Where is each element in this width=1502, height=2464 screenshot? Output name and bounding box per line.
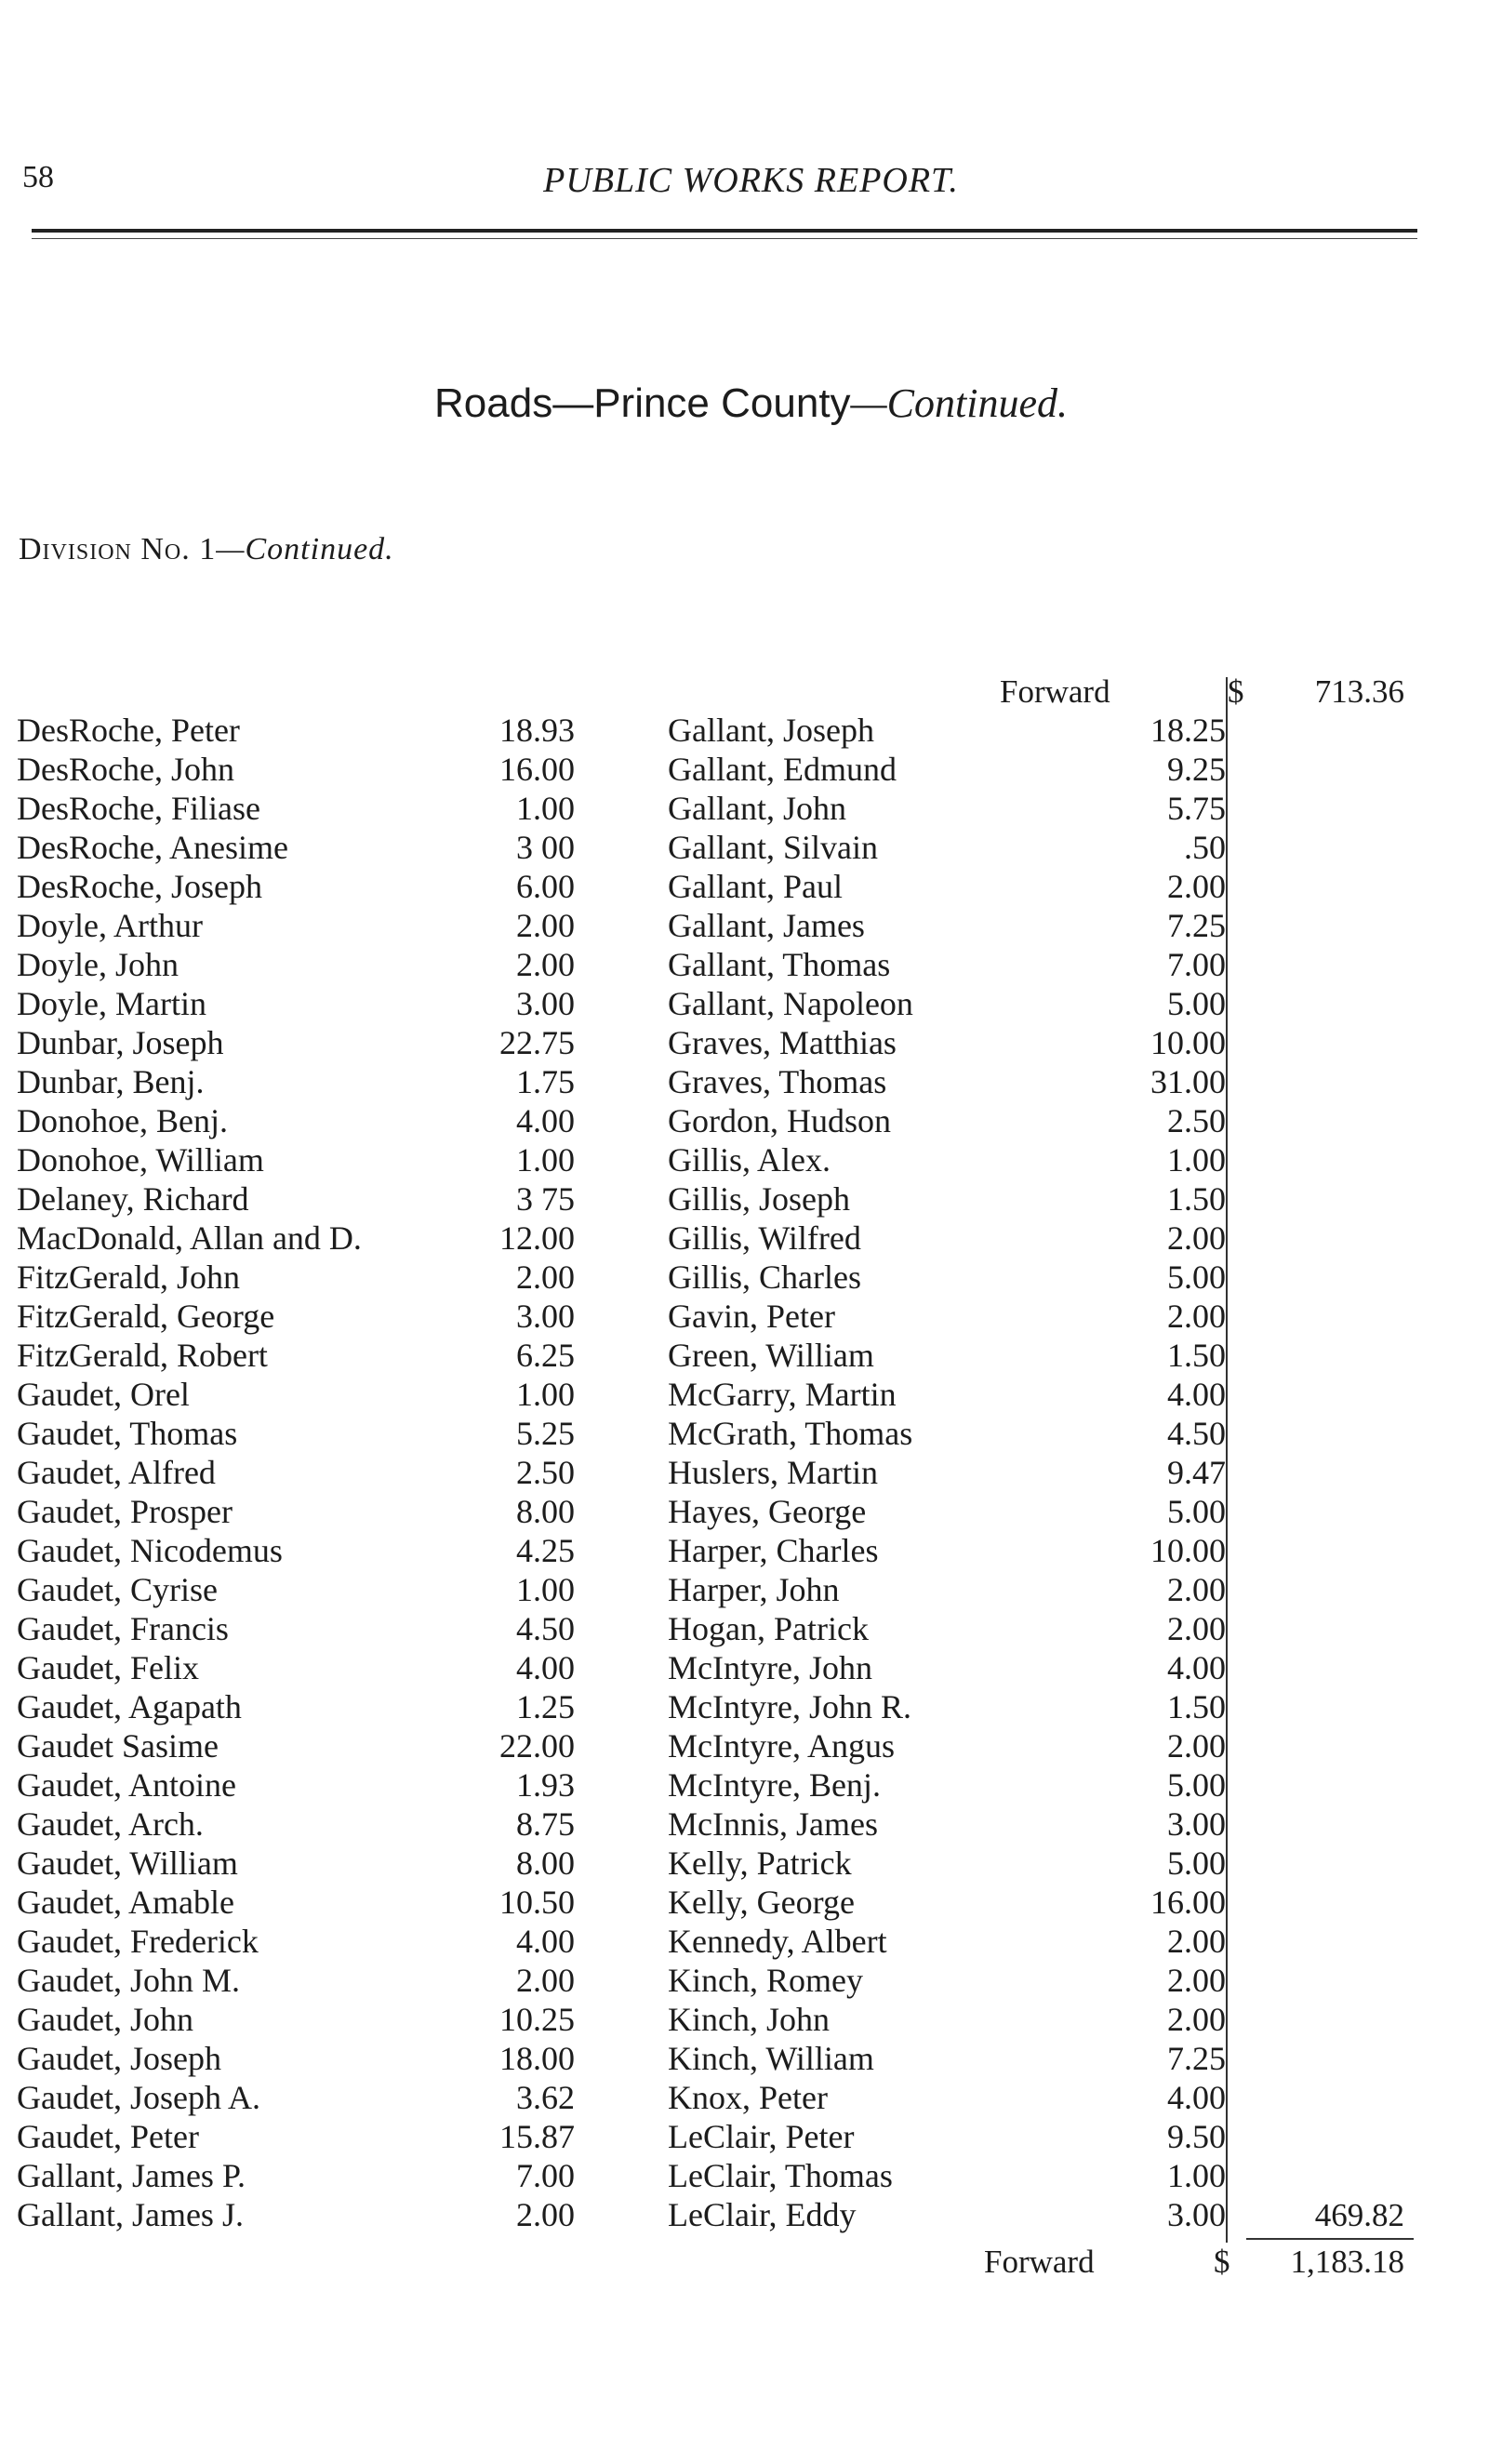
payee-name: Doyle, John: [17, 946, 179, 983]
forward-in-currency: $: [1228, 673, 1244, 710]
payment-amount: 4.50: [1167, 1415, 1226, 1452]
division-continued: —Continued.: [216, 532, 394, 566]
payee-name: Kelly, George: [668, 1884, 855, 1921]
payment-amount: .50: [1184, 829, 1226, 866]
ledger-row: [17, 1609, 593, 1648]
ledger-row: [17, 984, 593, 1023]
header-rule-thick: [32, 229, 1417, 233]
ledger-row: [17, 2117, 593, 2156]
ledger-row: [668, 711, 1226, 750]
ledger-row: [17, 1726, 593, 1765]
ledger-row: [668, 2195, 1226, 2234]
ledger-row: [668, 1219, 1226, 1258]
ledger-row: [668, 1805, 1226, 1844]
payee-name: Harper, John: [668, 1571, 840, 1608]
payee-name: Hogan, Patrick: [668, 1610, 869, 1647]
forward-in-label: Forward: [1000, 673, 1110, 710]
payment-amount: 1.00: [516, 790, 575, 827]
payment-amount: 4.00: [1167, 2079, 1226, 2116]
payment-amount: 9.47: [1167, 1454, 1226, 1491]
payee-name: Gallant, Paul: [668, 868, 843, 905]
ledger-row: [668, 2039, 1226, 2078]
payee-name: Gaudet, Orel: [17, 1376, 190, 1413]
payment-amount: 10.25: [499, 2001, 575, 2038]
payment-amount: 12.00: [499, 1219, 575, 1257]
payee-name: McGrath, Thomas: [668, 1415, 913, 1452]
total-column-rule: [1226, 677, 1228, 2243]
payment-amount: 16.00: [1150, 1884, 1226, 1921]
payment-amount: 2.00: [516, 946, 575, 983]
payee-name: Gaudet, Arch.: [17, 1805, 204, 1843]
header-rule-thin: [32, 238, 1417, 239]
payment-amount: 2.00: [1167, 1923, 1226, 1960]
ledger-row: [668, 2078, 1226, 2117]
payee-name: Gaudet, John: [17, 2001, 193, 2038]
payment-amount: 4.00: [516, 1923, 575, 1960]
ledger-row: [17, 750, 593, 789]
payee-name: Graves, Thomas: [668, 1063, 887, 1100]
ledger-row: [668, 1609, 1226, 1648]
payee-name: Gavin, Peter: [668, 1298, 835, 1335]
ledger-row: [668, 1453, 1226, 1492]
payee-name: Gaudet, Amable: [17, 1884, 234, 1921]
ledger-row: [668, 1140, 1226, 1179]
payment-amount: 1.25: [516, 1688, 575, 1725]
payee-name: Gaudet, John M.: [17, 1962, 240, 1999]
payment-amount: 1.50: [1167, 1180, 1226, 1218]
ledger-row: [668, 1765, 1226, 1805]
payee-name: Donohoe, William: [17, 1141, 264, 1179]
payee-name: Gallant, Silvain: [668, 829, 878, 866]
payee-name: Doyle, Arthur: [17, 907, 203, 944]
ledger-row: [668, 1062, 1226, 1101]
payment-amount: 9.25: [1167, 751, 1226, 788]
payment-amount: 1.93: [516, 1766, 575, 1804]
payee-name: Gaudet, Cyrise: [17, 1571, 218, 1608]
ledger-row: [17, 1648, 593, 1687]
section-title: [0, 380, 1502, 427]
payment-amount: 5.00: [1167, 985, 1226, 1022]
ledger-row: [17, 1453, 593, 1492]
payee-name: McGarry, Martin: [668, 1376, 897, 1413]
payee-name: DesRoche, Joseph: [17, 868, 262, 905]
ledger-row: [17, 867, 593, 906]
payment-amount: 5.00: [1167, 1493, 1226, 1530]
ledger-row: [668, 2117, 1226, 2156]
payee-name: Harper, Charles: [668, 1532, 879, 1569]
ledger-row: [17, 1531, 593, 1570]
ledger-row: [668, 750, 1226, 789]
payment-amount: 6.25: [516, 1337, 575, 1374]
payment-amount: 10.50: [499, 1884, 575, 1921]
payee-name: Gaudet, Alfred: [17, 1454, 216, 1491]
payee-name: Gaudet, Frederick: [17, 1923, 259, 1960]
forward-out-amount: 1,183.18: [1290, 2244, 1404, 2280]
payee-name: McIntyre, Angus: [668, 1727, 895, 1765]
ledger-row: [17, 2078, 593, 2117]
ledger-row: [668, 1570, 1226, 1609]
section-title-main: Roads—Prince County: [434, 380, 851, 426]
payment-amount: 1.00: [516, 1141, 575, 1179]
ledger-row: [17, 1883, 593, 1922]
ledger-row: [668, 1023, 1226, 1062]
ledger-row: [17, 1258, 593, 1297]
ledger-row: [17, 2195, 593, 2234]
payment-amount: 4.00: [516, 1102, 575, 1139]
payee-name: McInnis, James: [668, 1805, 878, 1843]
payee-name: McIntyre, John: [668, 1649, 872, 1686]
ledger-row: [668, 1179, 1226, 1219]
payee-name: Gaudet, Nicodemus: [17, 1532, 283, 1569]
payee-name: Gallant, Thomas: [668, 946, 891, 983]
ledger-row: [17, 945, 593, 984]
ledger-row: [668, 1844, 1226, 1883]
payment-amount: 4.00: [516, 1649, 575, 1686]
payment-amount: 2.50: [516, 1454, 575, 1491]
payee-name: Gaudet, Antoine: [17, 1766, 236, 1804]
ledger-row: [17, 906, 593, 945]
payee-name: Delaney, Richard: [17, 1180, 249, 1218]
payment-amount: 4.00: [1167, 1376, 1226, 1413]
payment-amount: 5.00: [1167, 1845, 1226, 1882]
ledger-row: [17, 1765, 593, 1805]
payment-amount: 2.00: [1167, 1571, 1226, 1608]
payee-name: Gillis, Charles: [668, 1259, 861, 1296]
ledger-row: [17, 1805, 593, 1844]
payee-name: Gallant, Joseph: [668, 712, 874, 749]
payment-amount: 8.00: [516, 1845, 575, 1882]
payment-amount: 18.00: [499, 2040, 575, 2077]
forward-out-currency: $: [1214, 2244, 1230, 2280]
division-heading: [19, 532, 394, 567]
right-column-list: [668, 711, 1226, 2234]
payment-amount: 2.00: [1167, 1219, 1226, 1257]
payee-name: Hayes, George: [668, 1493, 867, 1530]
payee-name: Dunbar, Benj.: [17, 1063, 205, 1100]
payee-name: Gaudet, Prosper: [17, 1493, 233, 1530]
payment-amount: 1.00: [1167, 1141, 1226, 1179]
ledger-row: [17, 2039, 593, 2078]
ledger-row: [668, 1922, 1226, 1961]
payment-amount: 18.93: [499, 712, 575, 749]
ledger-row: [17, 1687, 593, 1726]
payment-amount: 2.00: [1167, 1962, 1226, 1999]
payee-name: Gallant, Napoleon: [668, 985, 913, 1022]
payment-amount: 3 75: [516, 1180, 575, 1218]
payment-amount: 7.25: [1167, 2040, 1226, 2077]
ledger-row: [17, 1140, 593, 1179]
payee-name: Gallant, James: [668, 907, 865, 944]
payment-amount: 8.75: [516, 1805, 575, 1843]
left-column-list: [17, 711, 593, 2234]
payee-name: Gillis, Wilfred: [668, 1219, 861, 1257]
payment-amount: 1.50: [1167, 1688, 1226, 1725]
payee-name: Gaudet Sasime: [17, 1727, 219, 1765]
payee-name: LeClair, Thomas: [668, 2157, 893, 2194]
ledger-row: [17, 1375, 593, 1414]
payee-name: Doyle, Martin: [17, 985, 206, 1022]
payee-name: Gaudet, Agapath: [17, 1688, 242, 1725]
payment-amount: 5.00: [1167, 1766, 1226, 1804]
payment-amount: 1.75: [516, 1063, 575, 1100]
payment-amount: 3.62: [516, 2079, 575, 2116]
payment-amount: 5.25: [516, 1415, 575, 1452]
ledger-row: [17, 711, 593, 750]
ledger-row: [17, 1961, 593, 2000]
payment-amount: 7.25: [1167, 907, 1226, 944]
payment-amount: 1.50: [1167, 1337, 1226, 1374]
payee-name: Gaudet, Francis: [17, 1610, 229, 1647]
ledger-row: [17, 1570, 593, 1609]
payment-amount: 2.00: [516, 907, 575, 944]
payment-amount: 5.75: [1167, 790, 1226, 827]
ledger-row: [668, 2000, 1226, 2039]
ledger-row: [668, 1961, 1226, 2000]
payment-amount: 4.00: [1167, 1649, 1226, 1686]
payee-name: Gaudet, William: [17, 1845, 238, 1882]
ledger-row: [17, 1844, 593, 1883]
payee-name: Gaudet, Peter: [17, 2118, 199, 2155]
ledger-row: [17, 1219, 593, 1258]
payment-amount: 10.00: [1150, 1024, 1226, 1061]
ledger-row: [17, 2000, 593, 2039]
payee-name: LeClair, Eddy: [668, 2196, 857, 2233]
payee-name: Gaudet, Thomas: [17, 1415, 238, 1452]
payment-amount: 8.00: [516, 1493, 575, 1530]
payment-amount: 7.00: [516, 2157, 575, 2194]
ledger-row: [17, 1179, 593, 1219]
payment-amount: 9.50: [1167, 2118, 1226, 2155]
payment-amount: 3.00: [1167, 2196, 1226, 2233]
payee-name: Gordon, Hudson: [668, 1102, 891, 1139]
payee-name: Kelly, Patrick: [668, 1845, 852, 1882]
payment-amount: 22.00: [499, 1727, 575, 1765]
payment-amount: 18.25: [1150, 712, 1226, 749]
ledger-row: [668, 2156, 1226, 2195]
ledger-row: [668, 1531, 1226, 1570]
payment-amount: 1.00: [1167, 2157, 1226, 2194]
payee-name: Gallant, Edmund: [668, 751, 897, 788]
payee-name: LeClair, Peter: [668, 2118, 855, 2155]
ledger-row: [668, 1336, 1226, 1375]
payee-name: McIntyre, John R.: [668, 1688, 911, 1725]
total-underline: [1246, 2238, 1414, 2240]
payee-name: DesRoche, Anesime: [17, 829, 288, 866]
payment-amount: 2.00: [516, 2196, 575, 2233]
forward-in-amount: 713.36: [1314, 673, 1404, 710]
ledger-row: [17, 1062, 593, 1101]
payee-name: McIntyre, Benj.: [668, 1766, 881, 1804]
payee-name: Gaudet, Joseph A.: [17, 2079, 260, 2116]
ledger-row: [668, 867, 1226, 906]
payee-name: DesRoche, Peter: [17, 712, 240, 749]
payee-name: MacDonald, Allan and D.: [17, 1219, 362, 1257]
payment-amount: 2.00: [1167, 1298, 1226, 1335]
ledger-row: [17, 789, 593, 828]
ledger-row: [17, 2156, 593, 2195]
payment-amount: 2.00: [516, 1259, 575, 1296]
payee-name: Green, William: [668, 1337, 874, 1374]
payee-name: Gallant, John: [668, 790, 846, 827]
ledger-row: [17, 828, 593, 867]
payment-amount: 5.00: [1167, 1259, 1226, 1296]
payee-name: Gallant, James J.: [17, 2196, 244, 2233]
payment-amount: 1.00: [516, 1376, 575, 1413]
payee-name: Gaudet, Joseph: [17, 2040, 221, 2077]
section-title-continued: —Continued.: [850, 380, 1068, 426]
payee-name: FitzGerald, John: [17, 1259, 240, 1296]
payment-amount: 2.00: [1167, 2001, 1226, 2038]
payment-amount: 22.75: [499, 1024, 575, 1061]
payment-amount: 2.00: [1167, 1727, 1226, 1765]
payee-name: Donohoe, Benj.: [17, 1102, 228, 1139]
payee-name: DesRoche, John: [17, 751, 234, 788]
payee-name: FitzGerald, George: [17, 1298, 275, 1335]
payee-name: Kinch, William: [668, 2040, 874, 2077]
page-number: 58: [22, 160, 54, 194]
ledger-row: [17, 1023, 593, 1062]
ledger-row: [17, 1101, 593, 1140]
ledger-row: [17, 1336, 593, 1375]
payee-name: Gillis, Joseph: [668, 1180, 851, 1218]
ledger-row: [668, 1883, 1226, 1922]
running-title: PUBLIC WORKS REPORT.: [543, 161, 959, 200]
page-total-amount: 469.82: [1314, 2197, 1404, 2233]
ledger-row: [668, 1687, 1226, 1726]
ledger-row: [668, 1492, 1226, 1531]
payee-name: Kennedy, Albert: [668, 1923, 887, 1960]
payee-name: Huslers, Martin: [668, 1454, 878, 1491]
payment-amount: 31.00: [1150, 1063, 1226, 1100]
ledger-row: [668, 1414, 1226, 1453]
forward-out-label: Forward: [984, 2244, 1095, 2280]
ledger-row: [668, 984, 1226, 1023]
payment-amount: 3.00: [516, 985, 575, 1022]
ledger-row: [17, 1297, 593, 1336]
payment-amount: 2.00: [1167, 868, 1226, 905]
payment-amount: 7.00: [1167, 946, 1226, 983]
payee-name: Dunbar, Joseph: [17, 1024, 224, 1061]
payee-name: FitzGerald, Robert: [17, 1337, 268, 1374]
ledger-row: [668, 1726, 1226, 1765]
ledger-row: [17, 1922, 593, 1961]
payment-amount: 1.00: [516, 1571, 575, 1608]
ledger-row: [17, 1414, 593, 1453]
payee-name: Knox, Peter: [668, 2079, 828, 2116]
payment-amount: 3.00: [516, 1298, 575, 1335]
ledger-row: [668, 1297, 1226, 1336]
ledger-row: [668, 945, 1226, 984]
ledger-row: [668, 1258, 1226, 1297]
payee-name: Gaudet, Felix: [17, 1649, 199, 1686]
payment-amount: 4.50: [516, 1610, 575, 1647]
ledger-row: [668, 1375, 1226, 1414]
payment-amount: 2.00: [1167, 1610, 1226, 1647]
ledger-row: [17, 1492, 593, 1531]
payment-amount: 15.87: [499, 2118, 575, 2155]
ledger-row: [668, 906, 1226, 945]
payee-name: Kinch, Romey: [668, 1962, 863, 1999]
ledger-row: [668, 828, 1226, 867]
payment-amount: 2.00: [516, 1962, 575, 1999]
payment-amount: 2.50: [1167, 1102, 1226, 1139]
payee-name: Gillis, Alex.: [668, 1141, 831, 1179]
ledger-row: [668, 789, 1226, 828]
ledger-row: [668, 1101, 1226, 1140]
payment-amount: 6.00: [516, 868, 575, 905]
payment-amount: 4.25: [516, 1532, 575, 1569]
payment-amount: 16.00: [499, 751, 575, 788]
payee-name: Gallant, James P.: [17, 2157, 246, 2194]
payment-amount: 10.00: [1150, 1532, 1226, 1569]
payment-amount: 3 00: [516, 829, 575, 866]
ledger-row: [668, 1648, 1226, 1687]
payee-name: Graves, Matthias: [668, 1024, 897, 1061]
payee-name: DesRoche, Filiase: [17, 790, 260, 827]
payment-amount: 3.00: [1167, 1805, 1226, 1843]
payee-name: Kinch, John: [668, 2001, 830, 2038]
division-label: Division No. 1: [19, 532, 217, 566]
